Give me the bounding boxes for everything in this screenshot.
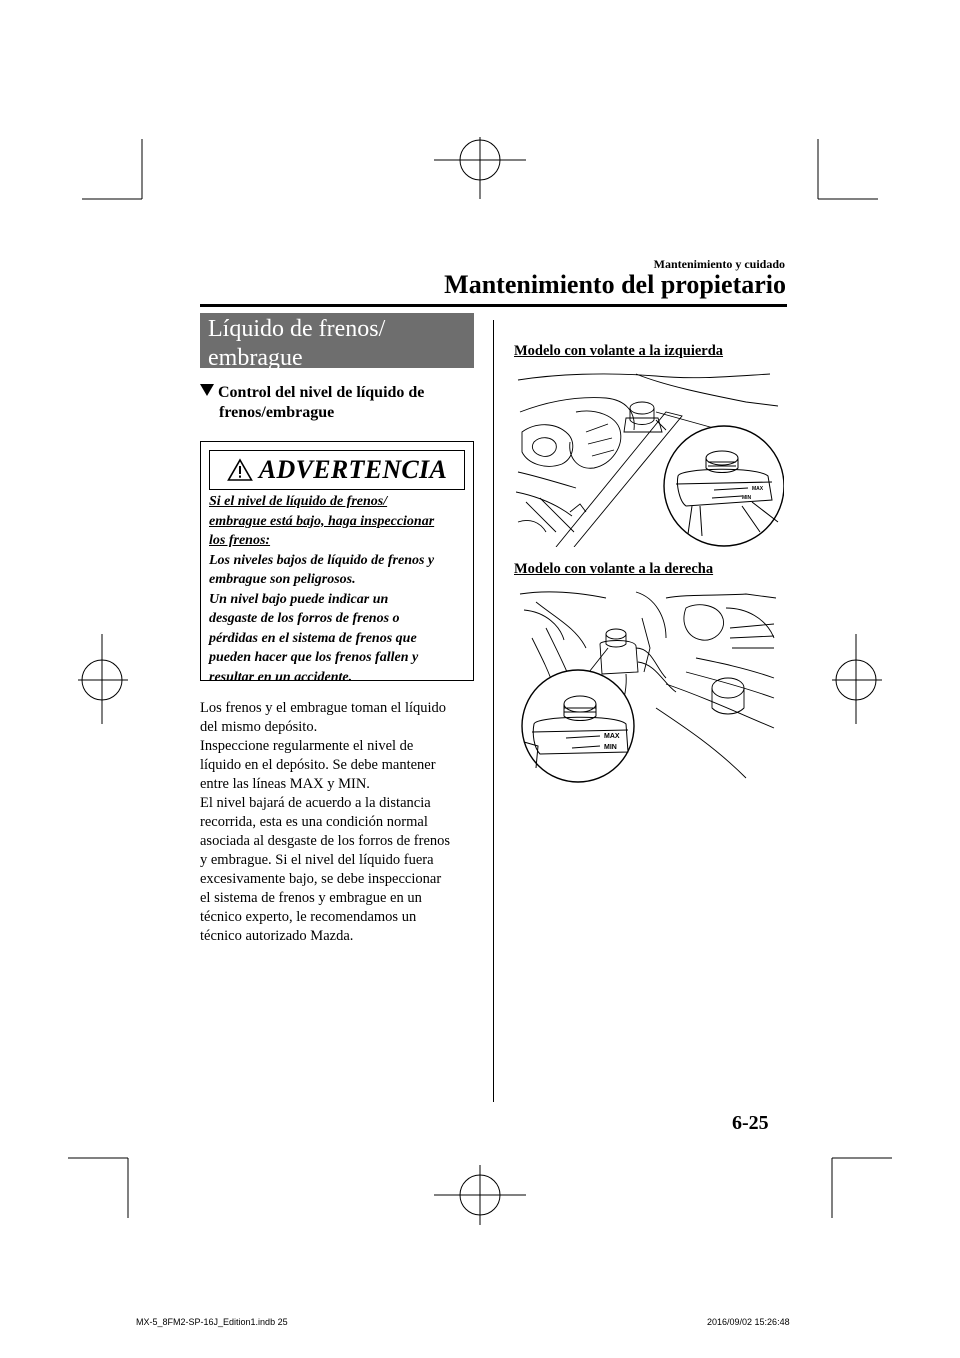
subheading-line2: frenos/embrague	[219, 404, 335, 421]
warning-lead-line: embrague está bajo, haga inspeccionar	[209, 513, 435, 529]
warning-body-line: desgaste de los forros de frenos o	[209, 611, 400, 626]
footer-filename: MX-5_8FM2-SP-16J_Edition1.indb 25	[136, 1317, 288, 1327]
body-line: técnico experto, le recomendamos un	[200, 909, 417, 925]
section-title-box	[200, 313, 474, 371]
body-line: y embrague. Si el nivel del líquido fuera	[200, 852, 434, 868]
warning-box	[200, 441, 474, 685]
figure-caption-right-hand: Modelo con volante a la derecha	[514, 561, 714, 577]
warning-body-line: Los niveles bajos de líquido de frenos y	[209, 552, 435, 568]
body-line: El nivel bajará de acuerdo a la distancia	[200, 795, 431, 811]
body-line: excesivamente bajo, se debe inspeccionar	[200, 871, 442, 887]
section-header: Mantenimiento del propietario	[444, 270, 786, 299]
warning-lead-line: Si el nivel de líquido de frenos/	[209, 494, 388, 509]
warning-body-line: embrague son peligrosos.	[209, 572, 356, 587]
body-line: asociada al desgaste de los forros de frenos	[200, 833, 451, 849]
subheading-line1: Control del nivel de líquido de	[218, 384, 425, 401]
header-rule	[200, 304, 787, 307]
footer-timestamp: 2016/09/02 15:26:48	[707, 1317, 790, 1327]
warning-text	[209, 492, 471, 687]
body-paragraph	[200, 699, 485, 946]
body-line: el sistema de frenos y embrague en un	[200, 890, 422, 906]
max-label: MAX	[752, 486, 764, 492]
body-line: entre las líneas MAX y MIN.	[200, 776, 370, 792]
body-line: líquido en el depósito. Se debe mantener	[200, 757, 436, 773]
body-line: del mismo depósito.	[200, 719, 318, 735]
subheading	[200, 383, 480, 423]
warning-lead-line: los frenos:	[209, 533, 271, 548]
min-label: MIN	[604, 744, 617, 751]
body-line: recorrida, esta es una condición normal	[200, 814, 428, 830]
body-line: Los frenos y el embrague toman el líquido	[200, 700, 447, 716]
warning-body-line: resultar en un accidente.	[209, 669, 353, 685]
section-title-line1: Líquido de frenos/	[208, 316, 386, 342]
max-label: MAX	[604, 733, 620, 740]
column-divider	[493, 320, 494, 1102]
chapter-title: Mantenimiento y cuidado	[653, 257, 785, 271]
body-line: Inspeccione regularmente el nivel de	[200, 738, 414, 754]
min-label: MIN	[742, 495, 752, 501]
page-number: 6-25	[732, 1112, 769, 1134]
engine-bay-illustration-right-hand	[516, 588, 778, 784]
body-line: técnico autorizado Mazda.	[200, 928, 354, 944]
warning-title-frame	[209, 450, 465, 490]
triangle-bullet-icon	[200, 384, 214, 396]
warning-triangle-icon	[227, 458, 253, 482]
warning-title: ADVERTENCIA	[258, 455, 448, 484]
section-title-line2: embrague	[208, 345, 303, 371]
warning-body-line: Un nivel bajo puede indicar un	[209, 591, 389, 607]
engine-bay-illustration-left-hand	[516, 372, 784, 547]
figure-caption-left-hand: Modelo con volante a la izquierda	[514, 343, 724, 359]
warning-body-line: pérdidas en el sistema de frenos que	[209, 630, 417, 646]
warning-body-line: pueden hacer que los frenos fallen y	[209, 650, 419, 665]
